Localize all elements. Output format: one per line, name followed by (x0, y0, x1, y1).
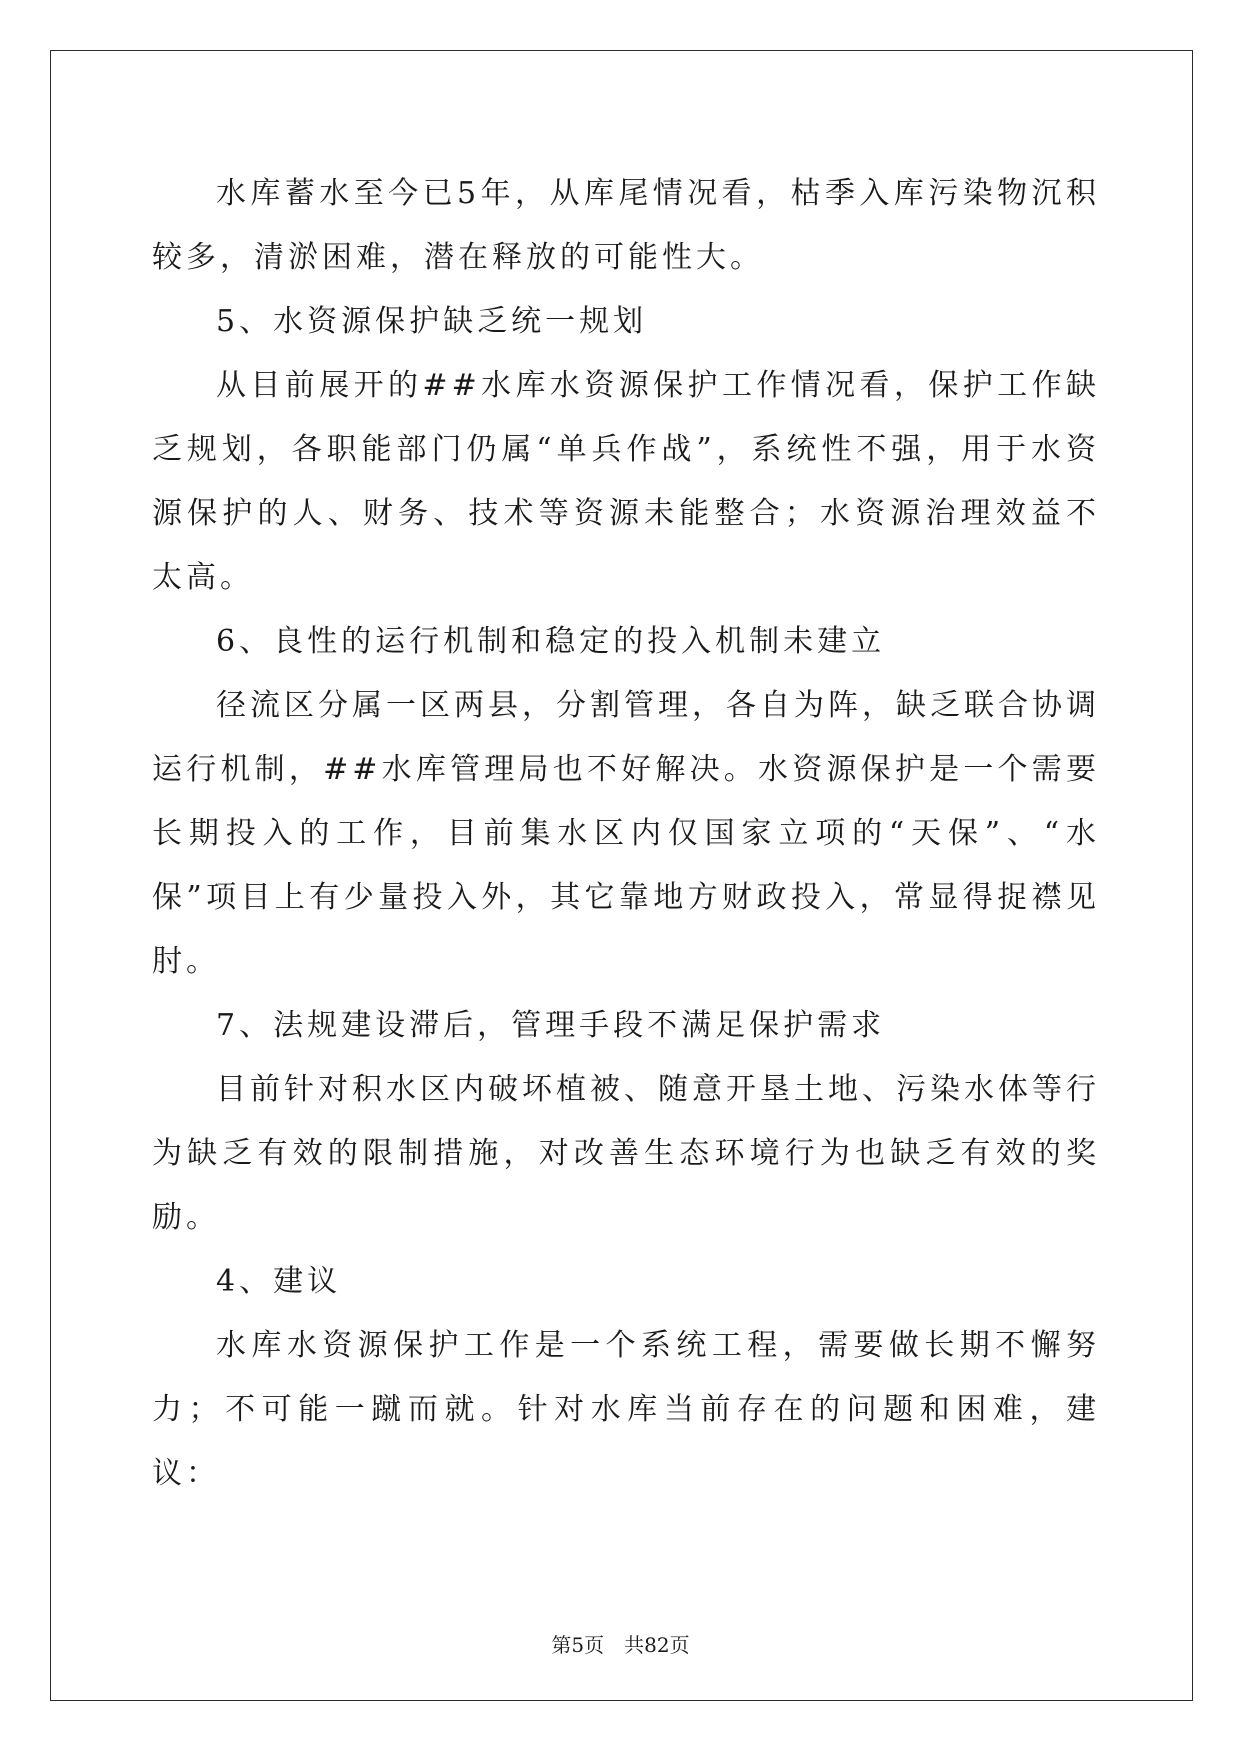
section-heading: 6、良性的运行机制和稳定的投入机制未建立 (216, 624, 886, 659)
section-heading: 5、水资源保护缺乏统一规划 (216, 304, 648, 339)
paragraph: 水库水资源保护工作是一个系统工程，需要做长期不懈努力；不可能一蹴而就。针对水库当前存在的问题和困难，建议： (152, 1328, 1100, 1491)
section-heading: 4、建议 (216, 1264, 342, 1299)
section-heading: 7、法规建设滞后，管理手段不满足保护需求 (216, 1008, 886, 1043)
paragraph: 从目前展开的##水库水资源保护工作情况看，保护工作缺乏规划，各职能部门仍属“单兵作战”，系统性不强，用于水资源保护的人、财务、技术等资源未能整合；水资源治理效益不太高。 (152, 368, 1100, 595)
page-number-footer: 第5页 共82页 (551, 1633, 690, 1657)
paragraph: 水库蓄水至今已5年，从库尾情况看，枯季入库污染物沉积较多，清淤困难，潜在释放的可能性大。 (152, 176, 1100, 275)
paragraph: 径流区分属一区两县，分割管理，各自为阵，缺乏联合协调运行机制，##水库管理局也不好解决。水资源保护是一个需要长期投入的工作，目前集水区内仅国家立项的“天保”、“水保”项目上有少量投入外，其它靠地方财政投入，常显得捉襟见肘。 (152, 688, 1100, 979)
document-body (152, 162, 1100, 1506)
paragraph: 目前针对积水区内破坏植被、随意开垦土地、污染水体等行为缺乏有效的限制措施，对改善生态环境行为也缺乏有效的奖励。 (152, 1072, 1100, 1235)
